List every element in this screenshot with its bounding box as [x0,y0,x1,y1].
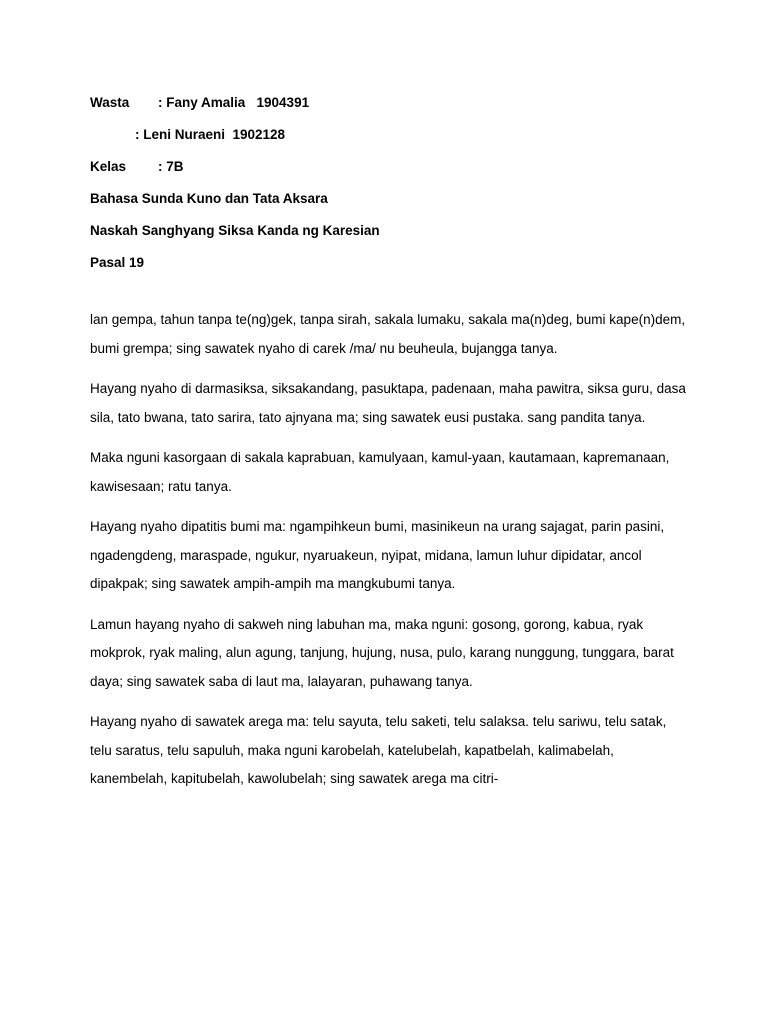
document-page [90,92,690,806]
spacer [90,284,690,306]
paragraph: Maka nguni kasorgaan di sakala kaprabuan, kamulyaan, kamul-yaan, kautamaan, kapremanaan, kawisesaan; ratu tanya. [90,450,670,494]
paragraph: Hayang nyaho di sawatek arega ma: telu sayuta, telu saketi, telu salaksa. telu sariwu, telu satak, telu saratus, telu sapuluh, maka nguni karobelah, katelubelah, kapatbelah, kalimabelah, kanembelah, kapitubelah, kawolubelah; sing sawatek arega ma citri- [90,714,667,786]
manuscript-title: Naskah Sanghyang Siksa Kanda ng Karesian [90,223,380,238]
course-title: Bahasa Sunda Kuno dan Tata Aksara [90,191,328,206]
section-title: Pasal 19 [90,255,145,270]
header-wasta-line [90,92,690,124]
kelas-label: Kelas [90,159,127,174]
paragraph: Hayang nyaho dipatitis bumi ma: ngampihkeun bumi, masinikeun na urang sajagat, parin pasini, ngadengdeng, maraspade, ngukur, nyaruakeun, nyipat, midana, lamun luhur dipidatar, ancol dipakpak; sing sawatek ampih-ampih ma mangkubumi tanya. [90,519,665,591]
header-wasta-line-2 [90,124,690,156]
header-kelas-line [90,156,690,188]
wasta-value-1: : Fany Amalia 1904391 [158,95,310,110]
paragraph: Hayang nyaho di darmasiksa, siksakandang, pasuktapa, padenaan, maha pawitra, siksa guru, dasa sila, tato bwana, tato sarira, tato ajnyana ma; sing sawatek eusi pustaka. sang pandita tanya. [90,381,686,425]
wasta-label: Wasta [90,95,130,110]
paragraph: Lamun hayang nyaho di sakweh ning labuhan ma, maka nguni: gosong, gorong, kabua, ryak mokprok, ryak maling, alun agung, tanjung, hujung, nusa, pulo, karang nunggung, tunggara, barat daya; sing sawatek saba di laut ma, lalayaran, puhawang tanya. [90,616,674,689]
kelas-value: : 7B [158,159,184,174]
paragraph: lan gempa, tahun tanpa te(ng)gek, tanpa sirah, sakala lumaku, sakala ma(n)deg, bumi kape(n)dem, bumi grempa; sing sawatek nyaho di carek /ma/ nu beuheula, bujangga tanya. [90,312,686,356]
wasta-value-2: : Leni Nuraeni 1902128 [135,127,286,142]
